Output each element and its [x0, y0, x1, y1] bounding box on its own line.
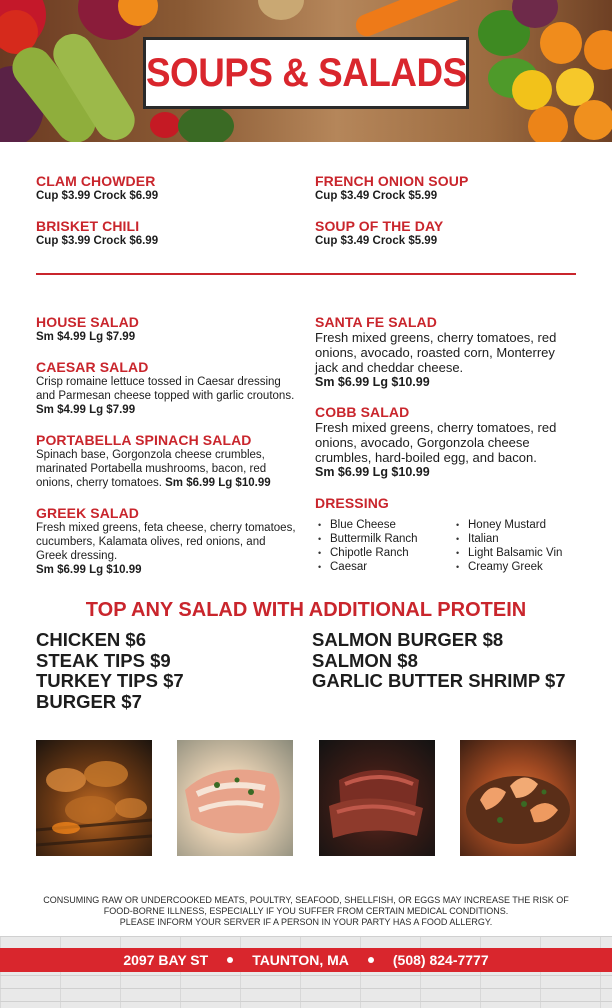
item-price: Cup $3.49 Crock $5.99 — [315, 235, 438, 247]
footer-bar — [0, 948, 612, 972]
salmon-photo — [177, 740, 293, 856]
protein-item: GARLIC BUTTER SHRIMP $7 — [312, 670, 566, 692]
menu-item-brisket-chili — [36, 218, 158, 248]
menu-item-caesar-salad — [36, 359, 298, 417]
footer-address: 2097 BAY ST — [123, 952, 209, 968]
separator-dot-icon — [368, 957, 374, 963]
item-price: Sm $6.99 Lg $10.99 — [315, 465, 430, 479]
orange-image — [540, 22, 582, 64]
item-name: COBB SALAD — [315, 404, 410, 420]
protein-item: SALMON BURGER $8 — [312, 629, 504, 650]
protein-list-right — [312, 630, 566, 692]
protein-heading: TOP ANY SALAD WITH ADDITIONAL PROTEIN — [85, 599, 527, 621]
item-name: FRENCH ONION SOUP — [315, 173, 469, 189]
item-name: SOUP OF THE DAY — [315, 218, 444, 234]
item-name: BRISKET CHILI — [36, 218, 140, 234]
carrot-image — [353, 0, 482, 40]
broccoli-image — [178, 106, 234, 142]
dressing-option: • Buttermilk Ranch — [315, 532, 418, 546]
item-price: Sm $4.99 Lg $7.99 — [36, 404, 136, 416]
item-description: Spinach base, Gorgonzola cheese crumbles, marinated Portabella mushrooms, bacon, red onions, cherry tomatoes. Sm $6.99 Lg $10.99 — [36, 449, 271, 489]
dressing-list-left — [315, 518, 418, 574]
menu-item-santa-fe-salad — [315, 314, 577, 390]
item-description: Fresh mixed greens, feta cheese, cherry tomatoes, cucumbers, Kalamata olives, red onions, and Greek dressing. — [36, 522, 296, 562]
separator-dot-icon — [227, 957, 233, 963]
item-price: Cup $3.99 Crock $6.99 — [36, 190, 159, 202]
orange-image — [584, 30, 612, 70]
item-name: GREEK SALAD — [36, 505, 139, 521]
item-price: Sm $4.99 Lg $7.99 — [36, 331, 136, 343]
steak-photo — [319, 740, 435, 856]
shrimp-photo — [460, 740, 576, 856]
item-price: Sm $6.99 Lg $10.99 — [315, 375, 430, 389]
header-banner — [0, 0, 612, 142]
protein-item: BURGER $7 — [36, 691, 142, 713]
menu-item-soup-of-the-day — [315, 218, 443, 248]
dressing-list-right — [453, 518, 562, 574]
footer-phone[interactable]: (508) 824-7777 — [392, 952, 489, 968]
menu-item-clam-chowder — [36, 173, 158, 203]
item-price: Cup $3.49 Crock $5.99 — [315, 190, 438, 202]
item-price: Cup $3.99 Crock $6.99 — [36, 235, 159, 247]
dressing-option: • Chipotle Ranch — [315, 546, 418, 560]
menu-item-cobb-salad — [315, 404, 577, 480]
item-description: Crisp romaine lettuce tossed in Caesar dressing and Parmesan cheese topped with garlic croutons. Sm $4.99 Lg $7.99 — [36, 376, 295, 416]
brick-background — [0, 936, 612, 1008]
protein-list-left — [36, 630, 184, 713]
item-price: Sm $6.99 Lg $10.99 — [165, 477, 271, 489]
footer-city: TAUNTON, MA — [252, 952, 349, 968]
item-name: HOUSE SALAD — [36, 314, 139, 330]
menu-item-portabella-spinach-salad — [36, 432, 298, 490]
dressing-option: • Honey Mustard — [453, 518, 562, 532]
item-description: Fresh mixed greens, cherry tomatoes, red onions, avocado, roasted corn, Monterrey jack and cheddar cheese. — [315, 330, 557, 375]
onion-image — [258, 0, 304, 20]
orange-image — [528, 106, 568, 142]
allergy-disclaimer: CONSUMING RAW OR UNDERCOOKED MEATS, POULTRY, SEAFOOD, SHELLFISH, OR EGGS MAY INCREASE THE RISK OF FOOD-BORNE ILLNESS, ESPECIALLY IF YOU SUFFER FROM CERTAIN MEDICAL CONDITIONS. PLEASE INFORM YOUR SERVER IF A PERSON IN YOUR PARTY HAS A FOOD ALLERGY. — [43, 895, 569, 927]
orange-image — [574, 100, 612, 140]
menu-item-house-salad — [36, 314, 298, 344]
section-divider — [36, 273, 576, 275]
menu-item-greek-salad — [36, 505, 298, 577]
menu-item-french-onion-soup — [315, 173, 468, 203]
page-title: SOUPS & SALADS — [145, 50, 467, 95]
strawberry-image — [150, 112, 180, 138]
item-name: CAESAR SALAD — [36, 359, 149, 375]
dressing-option: • Creamy Greek — [453, 560, 562, 574]
dressing-option: • Light Balsamic Vin — [453, 546, 562, 560]
dressing-option: • Blue Cheese — [315, 518, 418, 532]
protein-item: SALMON $8 — [312, 649, 418, 671]
dressing-option: • Italian — [453, 532, 562, 546]
protein-item: STEAK TIPS $9 — [36, 649, 171, 671]
item-name: PORTABELLA SPINACH SALAD — [36, 432, 252, 448]
item-name: SANTA FE SALAD — [315, 314, 437, 330]
item-price: Sm $6.99 Lg $10.99 — [36, 564, 142, 576]
dressing-section — [315, 495, 389, 511]
protein-item: CHICKEN $6 — [36, 629, 146, 650]
dressing-option: • Caesar — [315, 560, 418, 574]
item-description: Fresh mixed greens, cherry tomatoes, red onions, avocado, Gorgonzola cheese crumbles, hard-boiled egg, and bacon. — [315, 420, 557, 465]
protein-item: TURKEY TIPS $7 — [36, 670, 184, 692]
dressing-heading: DRESSING — [315, 495, 389, 511]
lemon-image — [512, 70, 552, 110]
grilled-chicken-photo — [36, 740, 152, 856]
item-name: CLAM CHOWDER — [36, 173, 156, 189]
title-box — [143, 37, 469, 109]
